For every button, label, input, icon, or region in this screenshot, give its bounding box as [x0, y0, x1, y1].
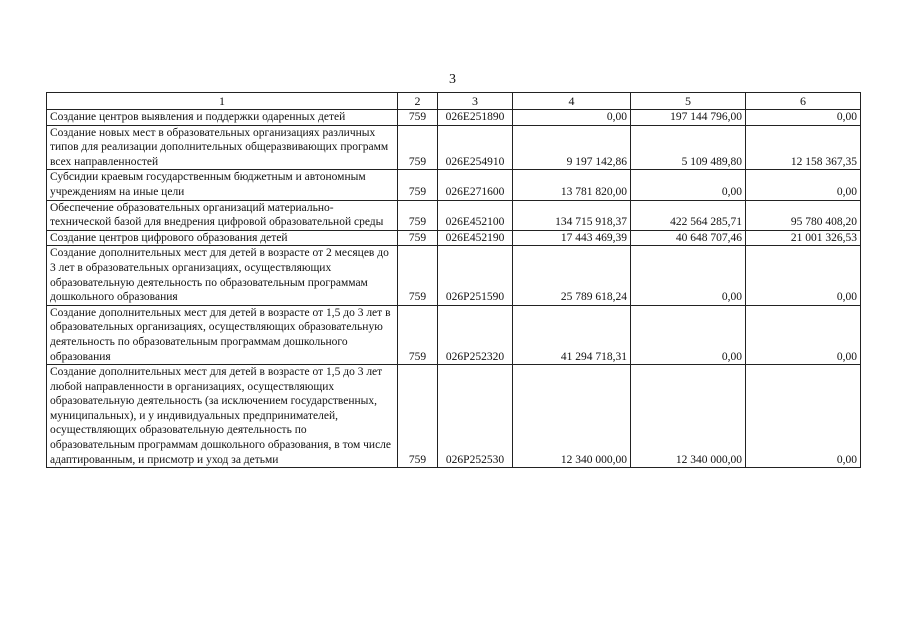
row-target-code: 026P251590 [438, 246, 513, 305]
row-target-code: 026E452190 [438, 230, 513, 246]
row-name: Обеспечение образовательных организаций материально-технической базой для внедрения цифровой образовательной среды [47, 200, 398, 230]
row-value-col5: 197 144 796,00 [631, 110, 746, 126]
column-header-3: 3 [438, 93, 513, 110]
column-header-1: 1 [47, 93, 398, 110]
table-row [47, 230, 861, 246]
row-target-code: 026E452100 [438, 200, 513, 230]
row-target-code: 026E271600 [438, 170, 513, 200]
row-name: Создание новых мест в образовательных организациях различных типов для реализации дополнительных общеразвивающих программ всех направленностей [47, 125, 398, 170]
row-target-code: 026E251890 [438, 110, 513, 126]
column-header-2: 2 [398, 93, 438, 110]
row-value-col6: 12 158 367,35 [746, 125, 861, 170]
row-name: Создание дополнительных мест для детей в возрасте от 1,5 до 3 лет в образовательных организациях, осуществляющих образовательную деятельность по образовательным программам дошкольного образования [47, 305, 398, 364]
budget-table [46, 92, 861, 468]
row-ministry-code: 759 [398, 200, 438, 230]
page-number: 3 [449, 72, 456, 87]
table-row [47, 110, 861, 126]
row-target-code: 026P252320 [438, 305, 513, 364]
table-row [47, 170, 861, 200]
row-value-col6: 0,00 [746, 305, 861, 364]
column-header-6: 6 [746, 93, 861, 110]
table-row [47, 365, 861, 468]
row-ministry-code: 759 [398, 246, 438, 305]
row-value-col4: 17 443 469,39 [513, 230, 631, 246]
table-row [47, 200, 861, 230]
row-value-col4: 25 789 618,24 [513, 246, 631, 305]
table-row [47, 125, 861, 170]
row-value-col6: 0,00 [746, 110, 861, 126]
row-value-col6: 95 780 408,20 [746, 200, 861, 230]
row-ministry-code: 759 [398, 110, 438, 126]
row-name: Создание дополнительных мест для детей в возрасте от 1,5 до 3 лет любой направленности в организациях, осуществляющих образовательную деятельность (за исключением государственных, муниципальных), и у индивидуальных предпринимателей, осуществляющих образовательную деятельность по образовательным программам дошкольного образования, в том числе адаптированным, и присмотр и уход за детьми [47, 365, 398, 468]
column-header-5: 5 [631, 93, 746, 110]
row-name: Создание дополнительных мест для детей в возрасте от 2 месяцев до 3 лет в образовательных организациях, осуществляющих образовательную деятельность по образовательным программам дошкольного образования [47, 246, 398, 305]
table-row [47, 246, 861, 305]
row-value-col6: 0,00 [746, 246, 861, 305]
row-value-col4: 0,00 [513, 110, 631, 126]
row-value-col6: 0,00 [746, 365, 861, 468]
header-row [47, 93, 861, 110]
row-ministry-code: 759 [398, 230, 438, 246]
row-ministry-code: 759 [398, 305, 438, 364]
row-value-col5: 422 564 285,71 [631, 200, 746, 230]
row-value-col5: 0,00 [631, 305, 746, 364]
row-name: Создание центров цифрового образования детей [47, 230, 398, 246]
row-ministry-code: 759 [398, 170, 438, 200]
row-value-col4: 41 294 718,31 [513, 305, 631, 364]
row-target-code: 026P252530 [438, 365, 513, 468]
row-value-col5: 0,00 [631, 246, 746, 305]
row-ministry-code: 759 [398, 365, 438, 468]
row-value-col5: 40 648 707,46 [631, 230, 746, 246]
row-name: Создание центров выявления и поддержки одаренных детей [47, 110, 398, 126]
row-value-col6: 0,00 [746, 170, 861, 200]
row-target-code: 026E254910 [438, 125, 513, 170]
row-value-col5: 12 340 000,00 [631, 365, 746, 468]
row-value-col4: 12 340 000,00 [513, 365, 631, 468]
row-value-col5: 5 109 489,80 [631, 125, 746, 170]
table-row [47, 305, 861, 364]
row-value-col4: 13 781 820,00 [513, 170, 631, 200]
row-value-col6: 21 001 326,53 [746, 230, 861, 246]
row-ministry-code: 759 [398, 125, 438, 170]
row-name: Субсидии краевым государственным бюджетным и автономным учреждениям на иные цели [47, 170, 398, 200]
row-value-col4: 9 197 142,86 [513, 125, 631, 170]
row-value-col4: 134 715 918,37 [513, 200, 631, 230]
row-value-col5: 0,00 [631, 170, 746, 200]
column-header-4: 4 [513, 93, 631, 110]
